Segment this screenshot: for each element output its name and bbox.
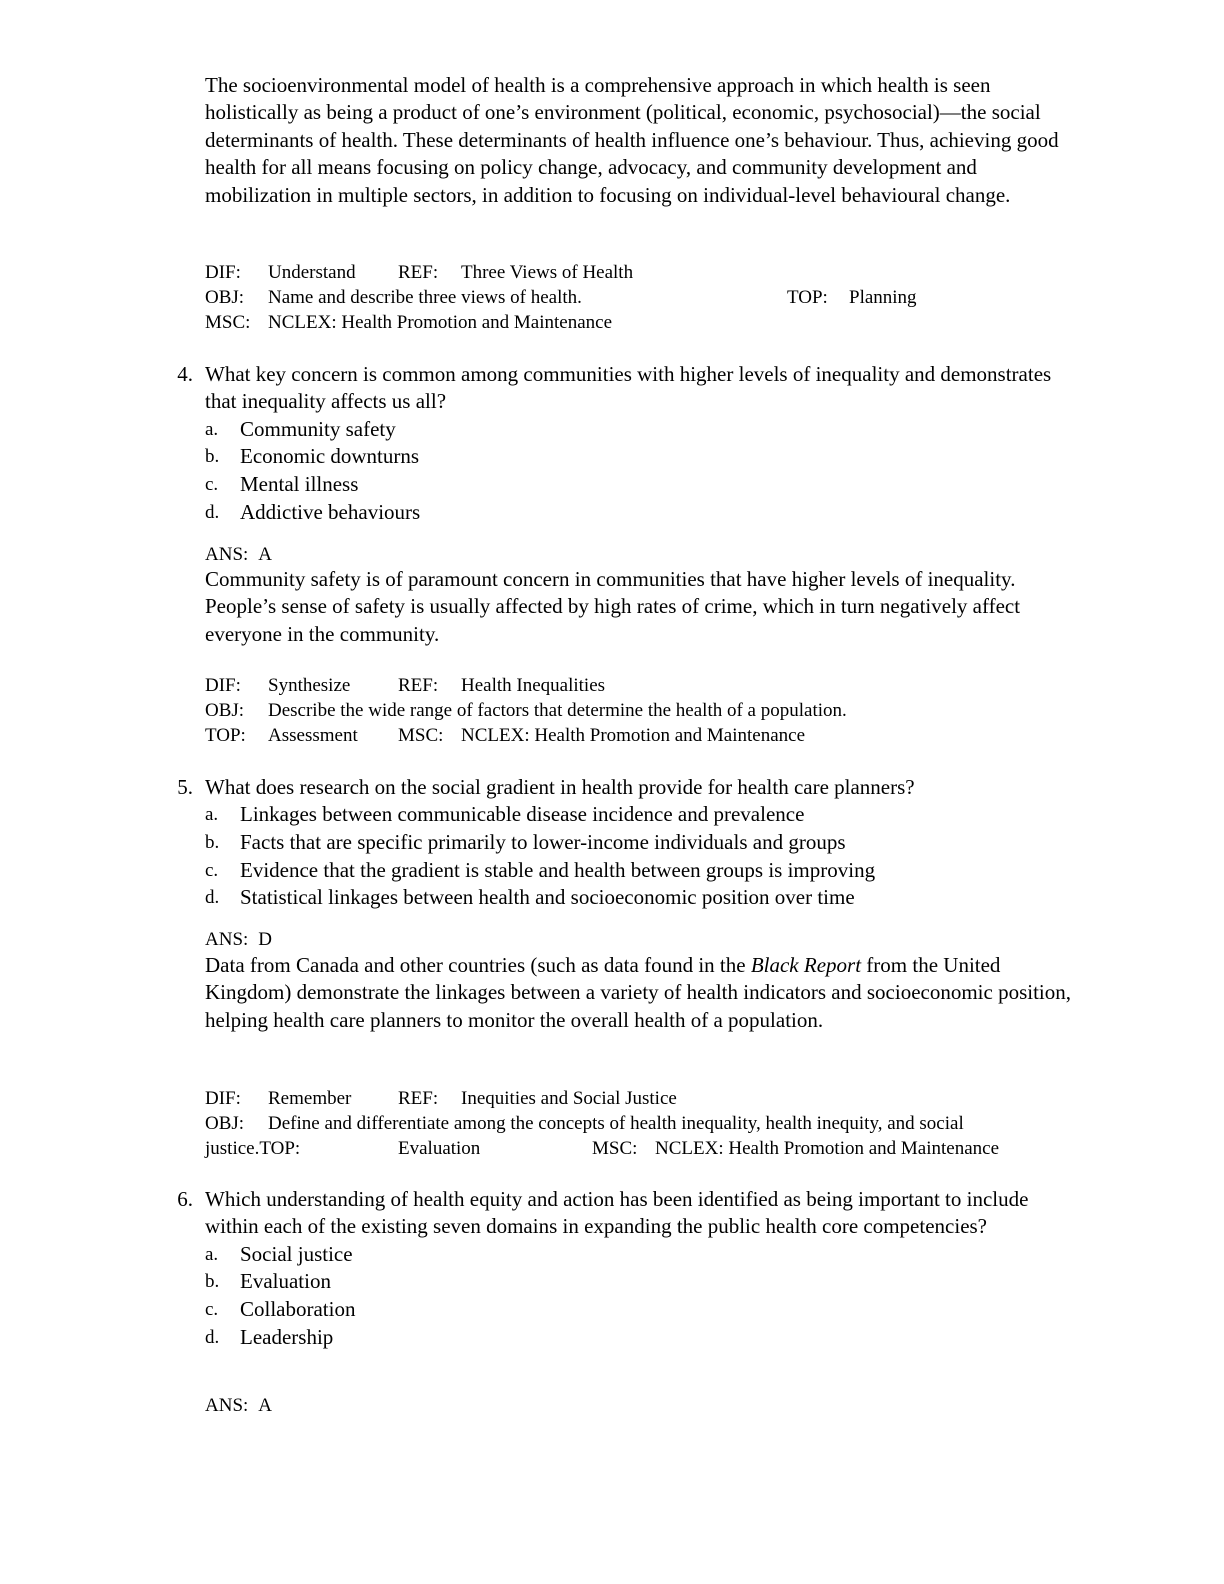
ref-label: REF: (398, 262, 439, 283)
answer-options (165, 801, 1080, 911)
msc-value: NCLEX: Health Promotion and Maintenance (268, 312, 613, 333)
top-label: TOP: (787, 287, 828, 308)
question-stem: Which understanding of health equity and action has been identified as being important to include within each of the existing seven domains in expanding the public health core competencies? (205, 1187, 1029, 1239)
ref-value: Three Views of Health (461, 262, 634, 283)
obj-label: OBJ: (205, 287, 245, 308)
option-a: a. Social justice (205, 1241, 353, 1266)
question-stem: What key concern is common among communities with higher levels of inequality and demonstrates that inequality affects us all? (205, 362, 1052, 414)
option-c: c. Collaboration (205, 1297, 356, 1321)
question-number: 6. (177, 1187, 193, 1211)
intro-rationale: The socioenvironmental model of health is a comprehensive approach in which health is seen holistically as being a product of one’s environment (political, economic, psychosocial)—the social determinants of health. These determinants of health influence one’s behaviour. Thus, achieving good health for all means focusing on policy change, advocacy, and community development and mobilization in multiple sectors, in addition to focusing on individual-level behavioural change. (205, 73, 1059, 207)
question-5 (165, 774, 1080, 912)
question-4 (165, 361, 1080, 526)
q3-metadata (205, 260, 1085, 335)
q5-metadata: DIF: Remember REF: Inequities and Social Justice OBJ: Define and differentiate among the concepts of health inequality, health inequity, and social justice.TOP: Evaluation MSC: NCLEX: Health Promotion and Maintenance (205, 1088, 1000, 1159)
rationale-q5: Data from Canada and other countries (such as data found in the Black Report from the United Kingdom) demonstrate the linkages between a variety of health indicators and socioeconomic position, helping health care planners to monitor the overall health of a population. (205, 953, 1072, 1032)
option-d: d. Leadership (205, 1324, 334, 1349)
top-value: Planning (849, 287, 917, 308)
dif-value: Understand (268, 262, 356, 283)
question-number: 4. (177, 362, 193, 386)
option-b: b. Evaluation (205, 1269, 331, 1294)
option-c: c. Mental illness (205, 472, 359, 496)
question-stem: What does research on the social gradient in health provide for health care planners? (205, 775, 915, 799)
question-6 (165, 1186, 1080, 1351)
question-number: 5. (177, 775, 193, 799)
answer-options (165, 1241, 1080, 1351)
option-c: c. Evidence that the gradient is stable and health between groups is improving (205, 857, 876, 882)
option-b: b. Economic downturns (205, 444, 420, 469)
msc-label: MSC: (205, 312, 251, 333)
answer-q6: ANS: A (205, 1395, 273, 1416)
dif-label: DIF: (205, 262, 241, 283)
option-b: b. Facts that are specific primarily to lower-income individuals and groups (205, 830, 846, 854)
option-d: d. Statistical linkages between health and socioeconomic position over time (205, 885, 855, 910)
obj-value: Name and describe three views of health. (268, 287, 582, 308)
answer-q5: ANS: D (205, 929, 273, 950)
rationale-q4: Community safety is of paramount concern in communities that have higher levels of inequality. People’s sense of safety is usually affected by high rates of crime, which in turn negatively affect everyone in the community. (205, 567, 1021, 646)
option-a: a. Community safety (205, 416, 396, 441)
option-d: d. Addictive behaviours (205, 499, 421, 524)
answer-options (165, 416, 1080, 526)
black-report-title: Black Report (750, 953, 862, 977)
answer-q4: ANS: A (205, 544, 273, 565)
q4-metadata: DIF: Synthesize REF: Health Inequalities OBJ: Describe the wide range of factors that determine the health of a population. TOP: Assessment MSC: NCLEX: Health Promotion and Maintenance (205, 675, 847, 746)
option-a: a. Linkages between communicable disease incidence and prevalence (205, 802, 805, 827)
